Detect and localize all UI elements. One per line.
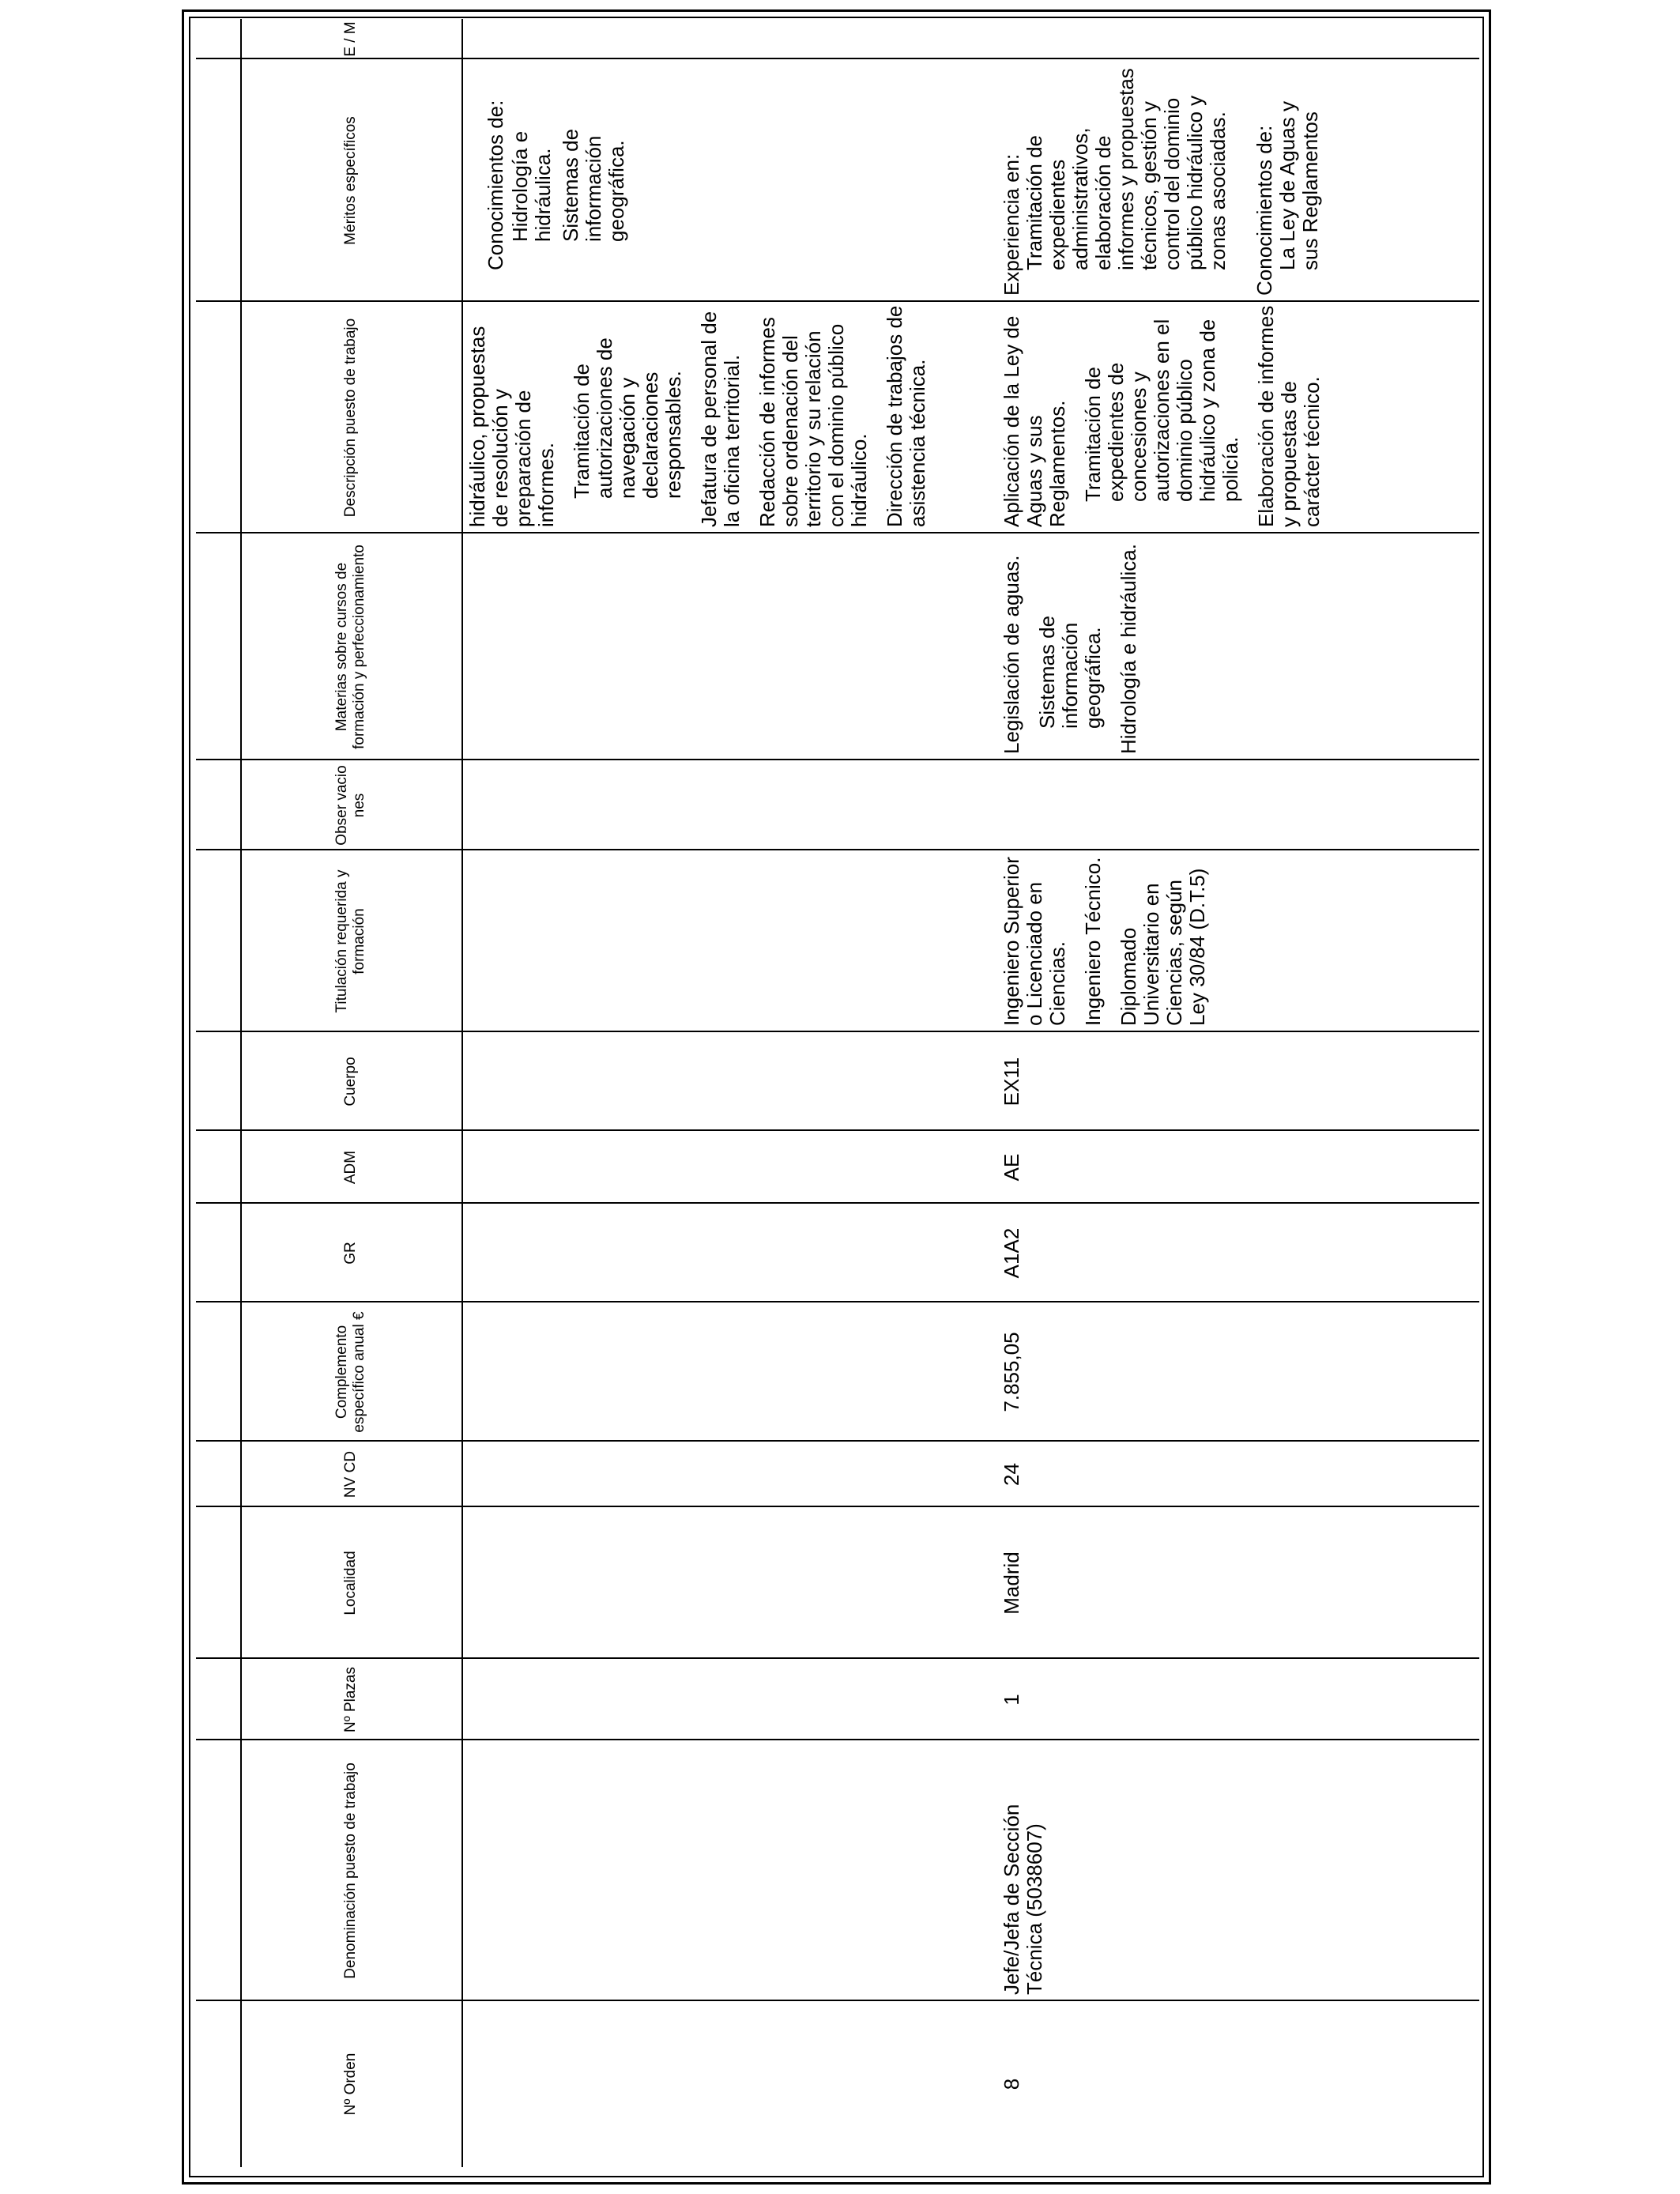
row-adm: AE [1000, 1153, 1023, 1182]
rotated-table [196, 19, 1479, 2167]
header-orden: Nº Orden [342, 2053, 359, 2116]
row-meritos: Experiencia en: Tramitación de expedientes administrativos, elaboración de informes y propuestas técnicos, gestión y control del dominio público hidráulico y zonas asociadas. Conocimientos de: La Ley de Aguas y sus Reglamentos [1000, 68, 1322, 296]
header-observaciones: Obser vacio nes [333, 765, 367, 846]
row-denominacion: Jefe/Jefa de Sección Técnica (5038607) [1000, 1804, 1046, 1995]
header-gr: GR [342, 1242, 359, 1265]
continuation-descripcion: hidráulico, propuestas de resolución y preparación de informes. Tramitación de autorizaciones de navegación y declaraciones responsables. Jefatura de personal de la oficina territorial. Redacción de informes sobre ordenación del territorio y su relación con el dominio público hidráulico. Dirección de trabajos de asistencia técnica. [465, 305, 929, 527]
row-plazas: 1 [1000, 1694, 1023, 1706]
row-nv-cd: 24 [1000, 1463, 1023, 1486]
row-descripcion: Aplicación de la Ley de Aguas y sus Reglamentos. Tramitación de expedientes de concesiones y autorizaciones en el dominio público hidráulico y zona de policía. Elaboración de informes y propuestas de carácter técnico. [1000, 305, 1324, 527]
row-localidad: Madrid [1000, 1551, 1023, 1615]
header-bottom-divider [461, 19, 463, 2167]
row-complemento: 7.855,05 [1000, 1332, 1023, 1412]
header-complemento: Complemento específico anual € [333, 1311, 367, 1433]
header-ejm: E / M [342, 21, 359, 57]
header-adm: ADM [342, 1150, 359, 1185]
header-localidad: Localidad [342, 1551, 359, 1615]
row-materias: Legislación de aguas. Sistemas de información geográfica. Hidrología e hidráulica. [1000, 544, 1140, 754]
header-plazas: Nº Plazas [342, 1667, 359, 1732]
row-gr: A1A2 [1000, 1227, 1023, 1279]
header-titulacion: Titulación requerida y formación [333, 869, 367, 1013]
row-orden: 8 [1000, 2078, 1023, 2090]
header-cuerpo: Cuerpo [342, 1057, 359, 1106]
header-meritos: Méritos específicos [342, 116, 359, 245]
header-nv-cd: NV CD [342, 1450, 359, 1498]
header-materias: Materias sobre cursos de formación y perfeccionamiento [333, 545, 367, 749]
continuation-meritos: Conocimientos de: Hidrología e hidráulica. Sistemas de información geográfica. [484, 100, 628, 270]
row-cuerpo: EX11 [1000, 1057, 1023, 1106]
row-titulacion: Ingeniero Superior o Licenciado en Ciencias. Ingeniero Técnico. Diplomado Universitario en Ciencias, según Ley 30/84 (D.T.5) [1000, 857, 1209, 1026]
header-descripcion: Descripción puesto de trabajo [342, 318, 359, 518]
header-denominacion: Denominación puesto de trabajo [342, 1762, 359, 1979]
